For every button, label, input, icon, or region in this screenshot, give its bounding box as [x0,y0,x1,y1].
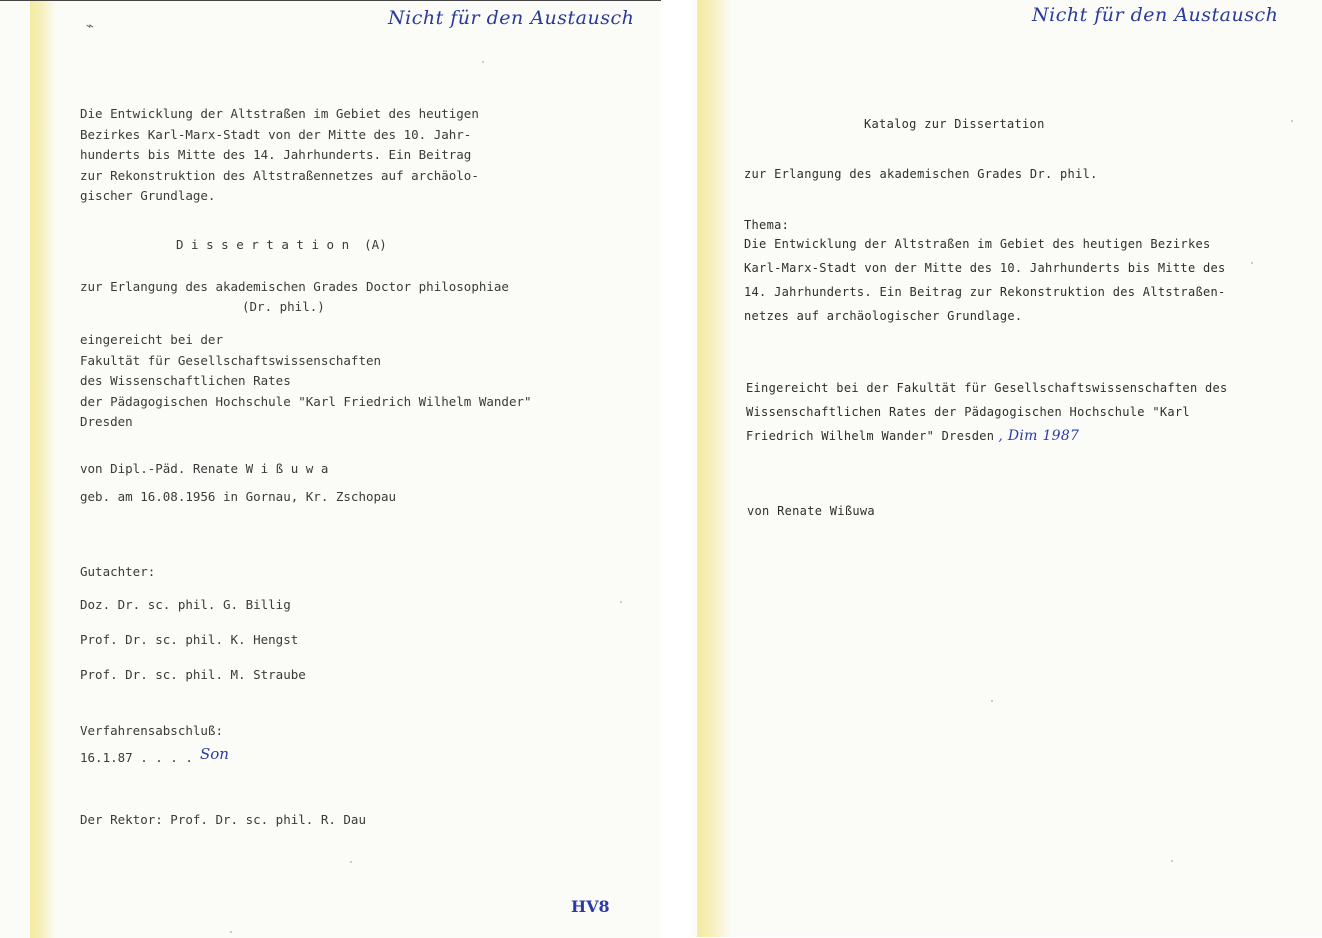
reviewer-line: Prof. Dr. sc. phil. K. Hengst [80,632,299,647]
paper-edge-shade [697,0,731,937]
reviewer-line: Doz. Dr. sc. phil. G. Billig [80,597,291,612]
topic-line: 14. Jahrhunderts. Ein Beitrag zur Rekonstruktion des Altstraßen- [744,285,1226,299]
topic-block [744,232,1226,328]
corner-mark: HV8 [571,897,610,916]
submitted-line: Eingereicht bei der Fakultät für Gesellschaftswissenschaften des [746,381,1228,395]
topic-line: Karl-Marx-Stadt von der Mitte des 10. Jahrhunderts bis Mitte des [744,261,1226,275]
right-stamp: Nicht für den Austausch [1032,4,1279,26]
degree-line: zur Erlangung des akademischen Grades Doctor philosophiae [80,279,509,294]
left-stamp: Nicht für den Austausch [388,7,635,29]
submitted-line: Dresden [80,414,133,429]
procedure-label: Verfahrensabschluß: [80,723,223,738]
rector-line: Der Rektor: Prof. Dr. sc. phil. R. Dau [80,812,366,827]
submitted-line: des Wissenschaftlichen Rates [80,373,291,388]
reviewers-label: Gutachter: [80,564,156,579]
title-line: zur Rekonstruktion des Altstraßennetzes auf archäolo- [80,167,479,183]
birth-line: geb. am 16.08.1956 in Gornau, Kr. Zschopau [80,489,397,504]
procedure-signature: Son [200,745,229,763]
title-line: Die Entwicklung der Altstraßen im Gebiet des heutigen [80,106,479,121]
degree-abbrev: (Dr. phil.) [242,299,325,314]
catalog-author: von Renate Wißuwa [747,504,875,518]
title-line: gischer Grundlage. [80,188,216,203]
author-line: von Dipl.-Päd. Renate W i ß u w a [80,461,329,476]
left-title-block [80,104,479,207]
title-line: Bezirkes Karl-Marx-Stadt von der Mitte des 10. Jahr- [80,126,472,142]
reviewer-line: Prof. Dr. sc. phil. M. Straube [80,667,306,682]
submitted-line: eingereicht bei der [80,332,223,347]
catalog-heading: Katalog zur Dissertation [864,117,1045,131]
catalog-submitted-block [746,376,1228,448]
paper-edge-shade [30,1,56,938]
topic-label: Thema: [744,218,790,232]
title-line: hunderts bis Mitte des 14. Jahrhunderts. Ein Beitrag [80,147,472,162]
procedure-date: 16.1.87 . . . . [80,750,193,765]
topic-line: Die Entwicklung der Altstraßen im Gebiet des heutigen Bezirkes [744,237,1211,251]
topic-line: netzes auf archäologischer Grundlage. [744,309,1023,323]
catalog-degree: zur Erlangung des akademischen Grades Dr. phil. [744,167,1098,181]
dissertation-heading: D i s s e r t a t i o n (A) [176,237,387,252]
corner-scribble-icon: ⌁ [86,19,94,34]
submitted-line: Fakultät für Gesellschaftswissenschaften [80,352,382,368]
submitted-block [80,330,532,433]
handwritten-date: , Dim 1987 [998,428,1080,444]
submitted-line: Wissenschaftlichen Rates der Pädagogischen Hochschule "Karl [746,405,1190,419]
submitted-line: der Pädagogischen Hochschule "Karl Friedrich Wilhelm Wander" [80,393,532,409]
submitted-line: Friedrich Wilhelm Wander" Dresden , Dim 1987 [746,428,1080,444]
right-page [691,0,1322,937]
